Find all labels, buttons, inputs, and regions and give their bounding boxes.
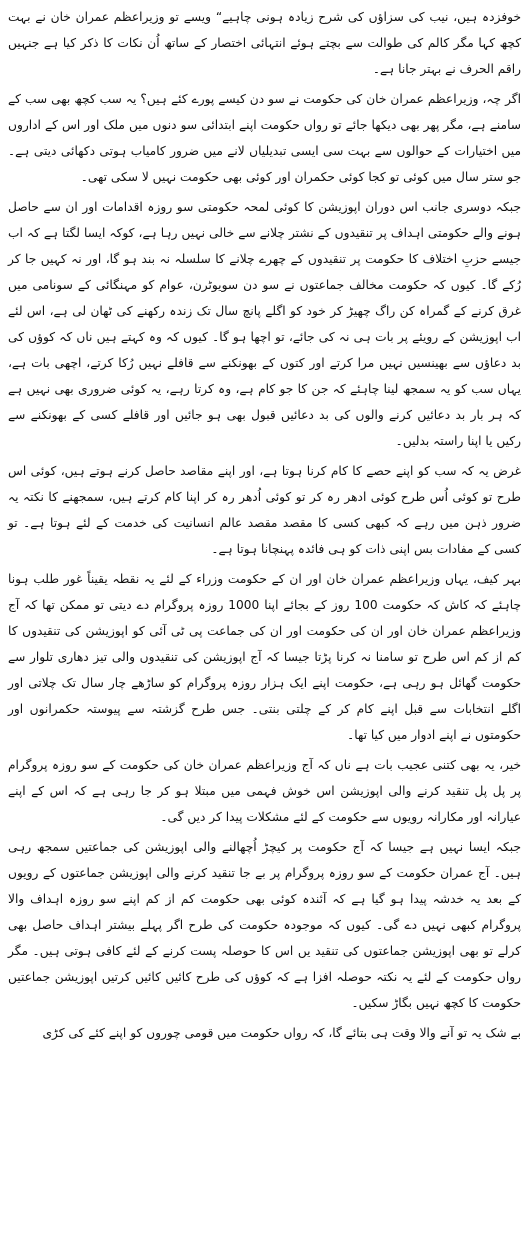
article-paragraph: جبکہ ایسا نہیں ہے جیسا کہ آج حکومت پر کیچڑ اُچھالنے والی اپوزیشن کی جماعتیں سمجھ رہی ہیں۔ آج عمران حکومت کے سو روزہ پروگرام پر بے جا تنقید کرنے والی اپوزیشن جماعتوں کے رویوں کے بعد یہ خدشہ پیدا ہو گیا ہے کہ آئندہ کوئی بھی حکومت کم از کم اپنے سو روزہ اہداف والا پروگرام کبھی نہیں دے گی۔ کیوں کہ موجودہ حکومت کی طرح اگر پہلے بیشتر اہداف حاصل بھی کرلے تو بھی اپوزیشن جماعتوں کی تنقید یں اس کا حوصلہ پست کرنے کے لئے کافی ہوتی ہیں۔ مگر رواں حکومت کے لئے یہ نکتہ حوصلہ افزا ہے کہ کوؤں کی طرح کائیں کائیں کرتیں اپوزیشن جماعتیں حکومت کا کچھ نہیں بگاڑ سکیں۔ bbox=[8, 840, 521, 1010]
article-paragraph: اگر چہ، وزیراعظم عمران خان کی حکومت نے سو دن کیسے پورے کئے ہیں؟ یہ سب کچھ بھی سب کے سامنے ہے، مگر پھر بھی دیکھا جائے تو رواں حکومت اپنے ابتدائی سو دنوں میں ملک اور اس کے اداروں میں اختیارات کے حوالوں سے بہت سی ایسی تبدیلیاں لانے میں ضرور کامیاب ہوتی دکھائی دیتی ہے۔ جو ستر سال میں کوئی تو کجا کوئی حکمران اور کوئی بھی حکومت نہیں لا سکی تھی۔ bbox=[8, 92, 521, 184]
article-paragraph: خیر، یہ بھی کتنی عجیب بات ہے ناں کہ آج وزیراعظم عمران خان کی حکومت کے سو روزہ پروگرام پر پل پل تنقید کرنے والی اپوزیشن اس خوش فہمی میں مبتلا ہو کر جا رہی ہے کہ اس کے اپنے عیارانہ اور مکارانہ رویوں سے حکومت کے لئے مشکلات پیدا کر دیں گی۔ bbox=[8, 758, 521, 824]
article-paragraph: بہر کیف، یہاں وزیراعظم عمران خان اور ان کے حکومت وزراء کے لئے یہ نقطہ یقیناً غور طلب ہونا چاہئے کہ کاش کہ حکومت 100 روز کے بجائے اپنا 1000 روزہ پروگرام دے دیتی تو ممکن تھا کہ آج وزیراعظم عمران خان اور ان کی حکومت اور ان کی جماعت پی ٹی آئی کو اپوزیشن کی تنقیدوں کا کم از کم اس طرح تو سامنا نہ کرنا پڑتا جیسا کہ آج اپوزیشن کی تنقیدوں والی تیز دھاری تلوار سے حکومت گھائل ہو رہی ہے، حکومت اپنے ایک ہزار روزہ پروگرام کو ساڑھے چار سال تک چلاتی اور اگلے انتخابات سے قبل اپنے کام کر کے چلتی بنتی۔ جس طرح گزشتہ سے پیوستہ حکمرانوں اور حکومتوں نے اپنے ادوار میں کیا تھا۔ bbox=[8, 572, 521, 742]
article-paragraph: خوفزدہ ہیں، نیب کی سزاؤں کی شرح زیادہ ہونی چاہیے“ ویسے تو وزیراعظم عمران خان نے بہت کچھ کہا مگر کالم کی طوالت سے بچتے ہوئے انتہائی اختصار کے ساتھ اُن نکات کا ذکر کیا ہے جنہیں راقم الحرف نے بہتر جانا ہے۔ bbox=[8, 10, 521, 76]
article-paragraph: غرض یہ کہ سب کو اپنے حصے کا کام کرنا ہوتا ہے، اور اپنے مقاصد حاصل کرنے ہوتے ہیں، کوئی اس طرح تو کوئی اُس طرح کوئی ادھر رہ کر تو کوئی اُدھر رہ کر اپنا کام کرتے ہیں، سمجھنے کا نکتہ یہ ضرور ذہن میں رہے کہ کبھی کسی کا مقصد مقصد عالم انسانیت کی خدمت کے لئے ہوتا ہے۔ تو کسی کے مفادات بس اپنی ذات کو ہی فائدہ پہنچانا ہوتا ہے۔ bbox=[8, 464, 521, 556]
article-paragraph: بے شک یہ تو آنے والا وقت ہی بتائے گا، کہ رواں حکومت میں قومی چوروں کو اپنے کئے کی کڑی bbox=[42, 1026, 521, 1040]
article-paragraph: جبکہ دوسری جانب اس دوران اپوزیشن کا کوئی لمحہ حکومتی سو روزہ اقدامات اور ان سے حاصل ہونے والے حکومتی اہداف پر تنقیدوں کے نشتر چلانے سے خالی نہیں رہا ہے، کوکہ ایسا لگتا ہے کہ اب جیسے حزبِ اختلاف کا حکومت پر تنقیدوں کے چھرے چلانے کا سلسلہ نہ بند ہو گا، اور نہ کہیں جا کر رُکے گا۔ کیوں کہ حکومت مخالف جماعتوں نے سو دن سویوٹرن، عوام کو مہنگائی کے سونامی میں غرق کرنے کے گمراہ کن راگ چھیڑ کر خود کو اگلے پانچ سال تک زندہ رکھنے کی ٹھان لی ہے، اس لئے اب اپوزیشن کے رویئے پر بات ہی نہ کی جائے، تو اچھا ہو گا۔ کیوں کہ وہ کہتے ہیں ناں کہ کوؤں کی بد دعاؤں سے بھینسیں نہیں مرا کرتے اور کتوں کے بھونکنے سے قافلے نہیں رُکا کرتے، اچھی بات ہے، یہاں سب کو یہ سمجھ لینا چاہئے کہ جن کا جو کام ہے، وہ کرتا رہے، یہ کوئی ضروری بھی نہیں ہے کہ ہر بار بد دعائیں کرنے والوں کی بد دعائیں قبول بھی ہو جائیں اور قافلے کسی کے بھونکنے سے رکیں یا اپنا راستہ بدلیں۔ bbox=[8, 200, 521, 448]
